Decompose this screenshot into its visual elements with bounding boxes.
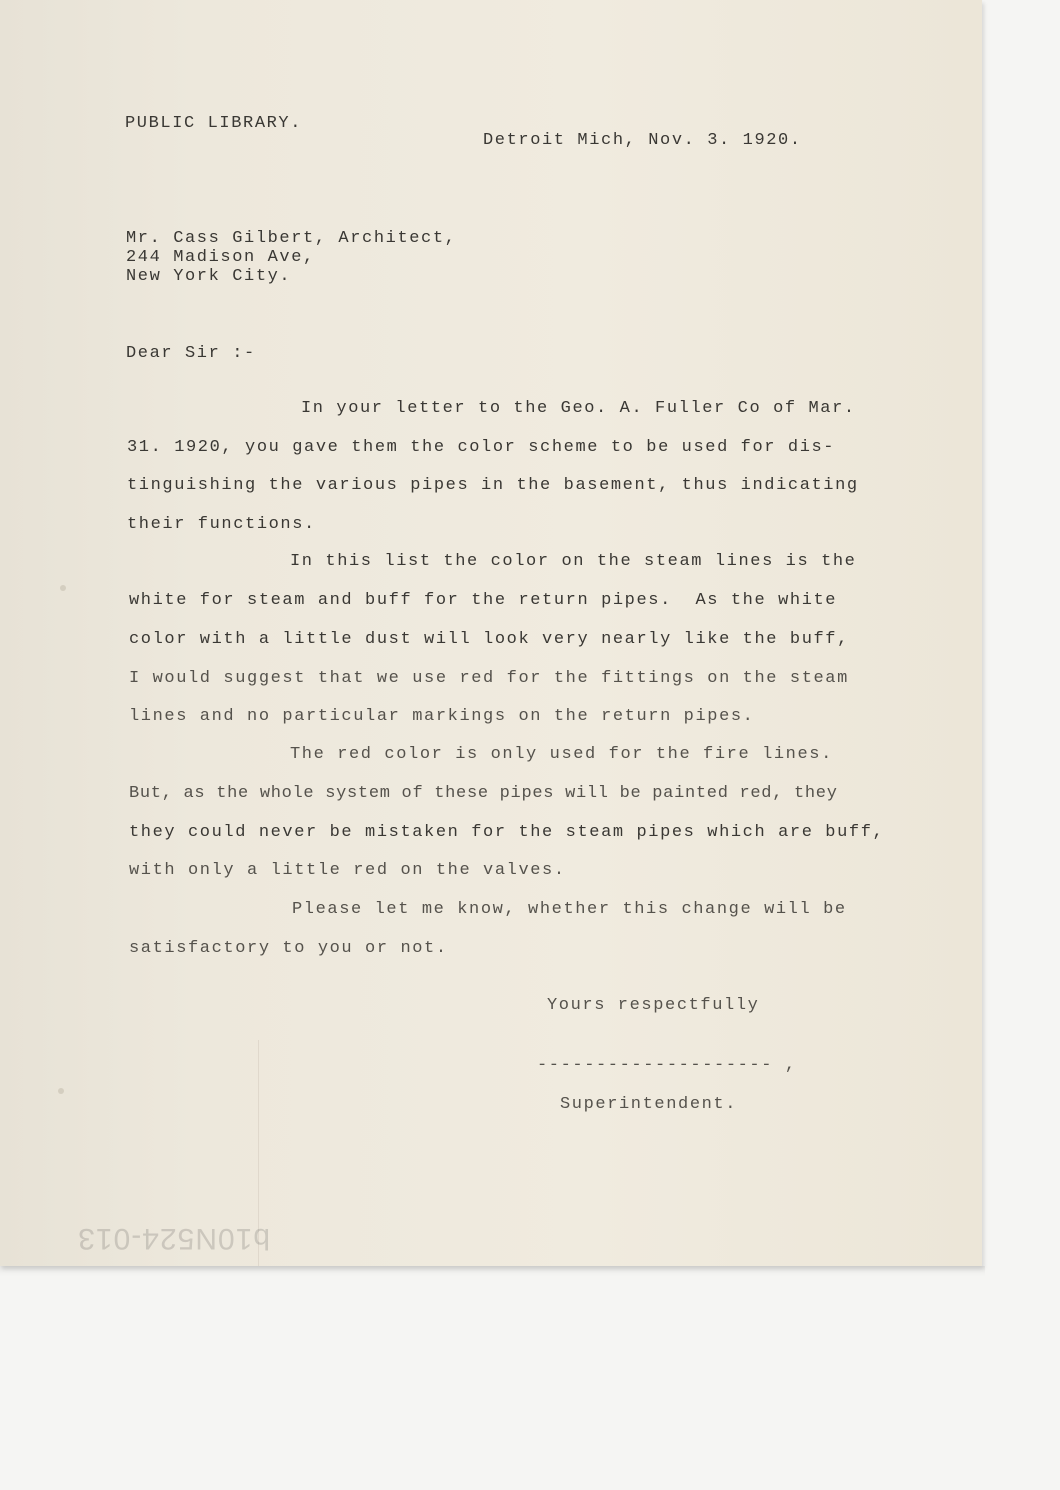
body-line: with only a little red on the valves. xyxy=(129,861,566,880)
body-line: The red color is only used for the fire lines. xyxy=(290,745,833,764)
body-line: Please let me know, whether this change will be xyxy=(292,900,847,919)
salutation: Dear Sir :- xyxy=(126,344,256,363)
body-line: I would suggest that we use red for the fittings on the steam xyxy=(129,669,849,688)
body-line: satisfactory to you or not. xyxy=(129,939,448,958)
body-line: lines and no particular markings on the return pipes. xyxy=(129,707,755,726)
archive-stamp: b10N524-013 xyxy=(77,1222,270,1255)
body-line: tinguishing the various pipes in the basement, thus indicating xyxy=(127,476,859,495)
dateline: Detroit Mich, Nov. 3. 1920. xyxy=(483,131,802,150)
body-line: In this list the color on the steam lines is the xyxy=(290,552,857,571)
pin-hole xyxy=(58,1088,64,1094)
body-line: But, as the whole system of these pipes will be painted red, they xyxy=(129,784,838,803)
letterhead: PUBLIC LIBRARY. xyxy=(125,114,303,133)
body-line: their functions. xyxy=(127,515,316,534)
body-line: they could never be mistaken for the steam pipes which are buff, xyxy=(129,823,885,842)
address-line: New York City. xyxy=(126,267,292,286)
body-line: color with a little dust will look very nearly like the buff, xyxy=(129,630,849,649)
sheet-shadow xyxy=(0,1266,985,1276)
address-line: Mr. Cass Gilbert, Architect, xyxy=(126,229,457,248)
signature-title: Superintendent. xyxy=(560,1095,738,1114)
address-line: 244 Madison Ave, xyxy=(126,248,315,267)
pin-hole xyxy=(60,585,66,591)
body-line: 31. 1920, you gave them the color scheme to be used for dis- xyxy=(127,438,836,457)
body-line: In your letter to the Geo. A. Fuller Co of Mar. xyxy=(301,399,856,418)
body-line: white for steam and buff for the return pipes. As the white xyxy=(129,591,838,610)
signature-line: -------------------- , xyxy=(537,1056,797,1075)
closing: Yours respectfully xyxy=(547,996,760,1015)
